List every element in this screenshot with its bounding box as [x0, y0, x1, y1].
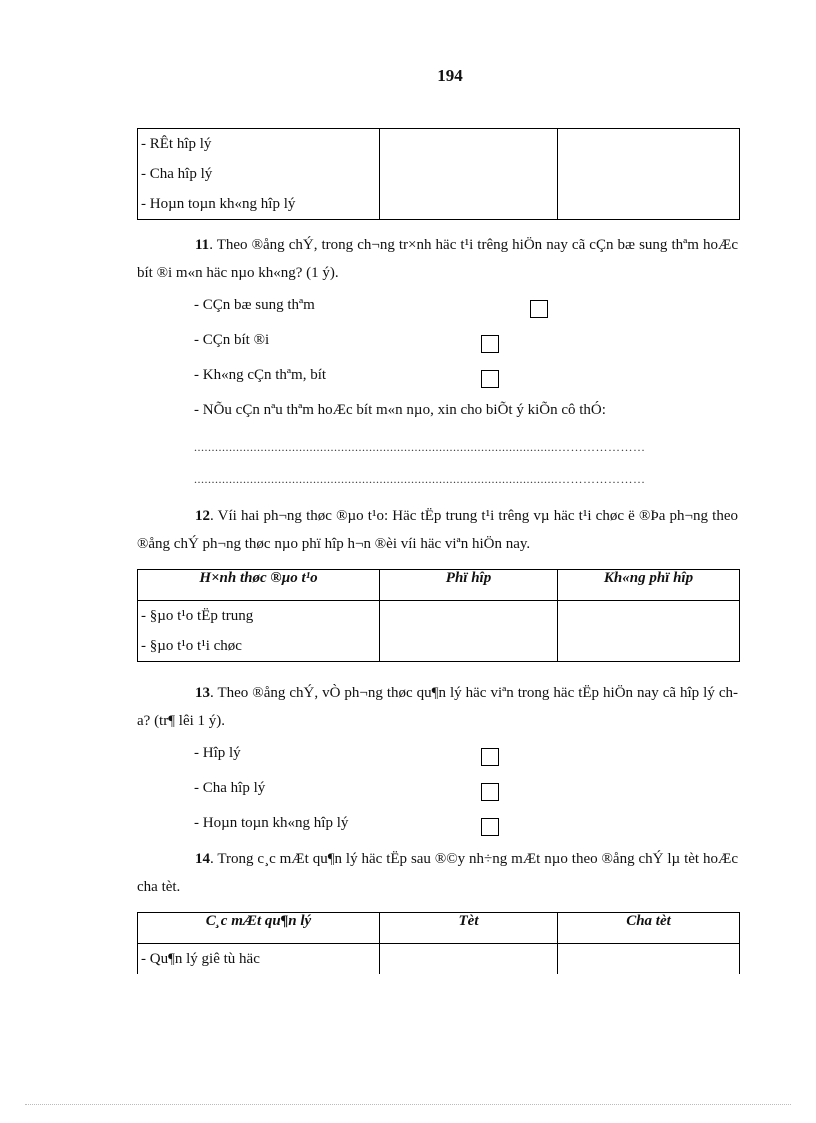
column-header: Cha tèt: [558, 913, 740, 944]
table-cell[interactable]: [380, 129, 558, 220]
table-row: - Qu¶n lý giê tù häc: [141, 951, 260, 967]
answer-line[interactable]: ........................................................................................................…………………: [194, 472, 646, 486]
question-number: 13: [195, 685, 210, 701]
table-management: [137, 912, 740, 974]
question-number: 12: [195, 508, 210, 524]
table-cell[interactable]: [380, 601, 558, 662]
column-header: Tèt: [380, 913, 558, 944]
checkbox[interactable]: [481, 370, 499, 388]
table-row-labels: [138, 601, 380, 662]
answer-line[interactable]: ........................................................................................................…………………: [194, 440, 646, 454]
question-13: [137, 679, 738, 735]
table-row: - §µo t¹o tËp trung: [141, 608, 254, 624]
table-row: - RÊt hîp lý: [141, 136, 212, 152]
option-label: - CÇn bæ sung thªm: [194, 297, 315, 313]
question-prompt: - NÕu cÇn nªu thªm hoÆc bít m«n nµo, xin cho biÕt ý kiÕn cô thÓ:: [194, 402, 606, 418]
table-row: - Cha hîp lý: [141, 166, 213, 182]
option-label: - Kh«ng cÇn thªm, bít: [194, 367, 327, 383]
question-text: . Trong c¸c mÆt qu¶n lý häc tËp sau ®©y nh÷ng mÆt nµo theo ®ång chÝ lµ tèt hoÆc cha tèt.: [137, 851, 738, 895]
table-training-form: [137, 569, 740, 662]
checkbox[interactable]: [481, 818, 499, 836]
question-12: [137, 502, 738, 558]
question-number: 11: [195, 237, 210, 253]
column-header: C¸c mÆt qu¶n lý: [138, 913, 380, 944]
checkbox[interactable]: [481, 748, 499, 766]
checkbox[interactable]: [481, 783, 499, 801]
table-row: - Hoµn toµn kh«ng hîp lý: [141, 196, 296, 212]
question-14: [137, 845, 738, 901]
question-text: . Theo ®ång chÝ, vÒ ph¬ng thøc qu¶n lý häc viªn trong häc tËp hiÖn nay cã hîp lý cha? (tr¶ lêi 1 ý).: [137, 685, 738, 729]
column-header: Kh«ng phï hîp: [558, 570, 740, 601]
checkbox[interactable]: [530, 300, 548, 318]
question-number: 14: [195, 851, 210, 867]
page-bottom-rule: [25, 1104, 791, 1105]
table-top: [137, 128, 740, 220]
option-label: - Hîp lý: [194, 745, 241, 761]
option-label: - CÇn bít ®i: [194, 332, 270, 348]
question-11: [137, 231, 738, 287]
column-header: H×nh thøc ®µo t¹o: [138, 570, 380, 601]
table-cell[interactable]: [558, 601, 740, 662]
column-header: Phï hîp: [380, 570, 558, 601]
table-row-labels: [138, 944, 380, 975]
option-label: - Cha hîp lý: [194, 780, 266, 796]
checkbox[interactable]: [481, 335, 499, 353]
table-cell[interactable]: [558, 129, 740, 220]
table-row: - §µo t¹o t¹i chøc: [141, 638, 242, 654]
page-number: 194: [437, 66, 463, 85]
question-text: . Víi hai ph¬ng thøc ®µo t¹o: Häc tËp trung t¹i trêng vµ häc t¹i chøc ë ®Þa ph¬ng theo ®ång chÝ ph¬ng thøc nµo phï hîp h¬n ®èi víi häc viªn hiÖn nay.: [137, 508, 738, 552]
table-cell[interactable]: [558, 944, 740, 975]
table-cell[interactable]: [380, 944, 558, 975]
question-text: . Theo ®ång chÝ, trong ch¬ng tr×nh häc t¹i trêng hiÖn nay cã cÇn bæ sung thªm hoÆc bít ®i m«n häc nµo kh«ng? (1 ý).: [137, 237, 738, 281]
table-top-labels: [138, 129, 380, 220]
option-label: - Hoµn toµn kh«ng hîp lý: [194, 815, 349, 831]
